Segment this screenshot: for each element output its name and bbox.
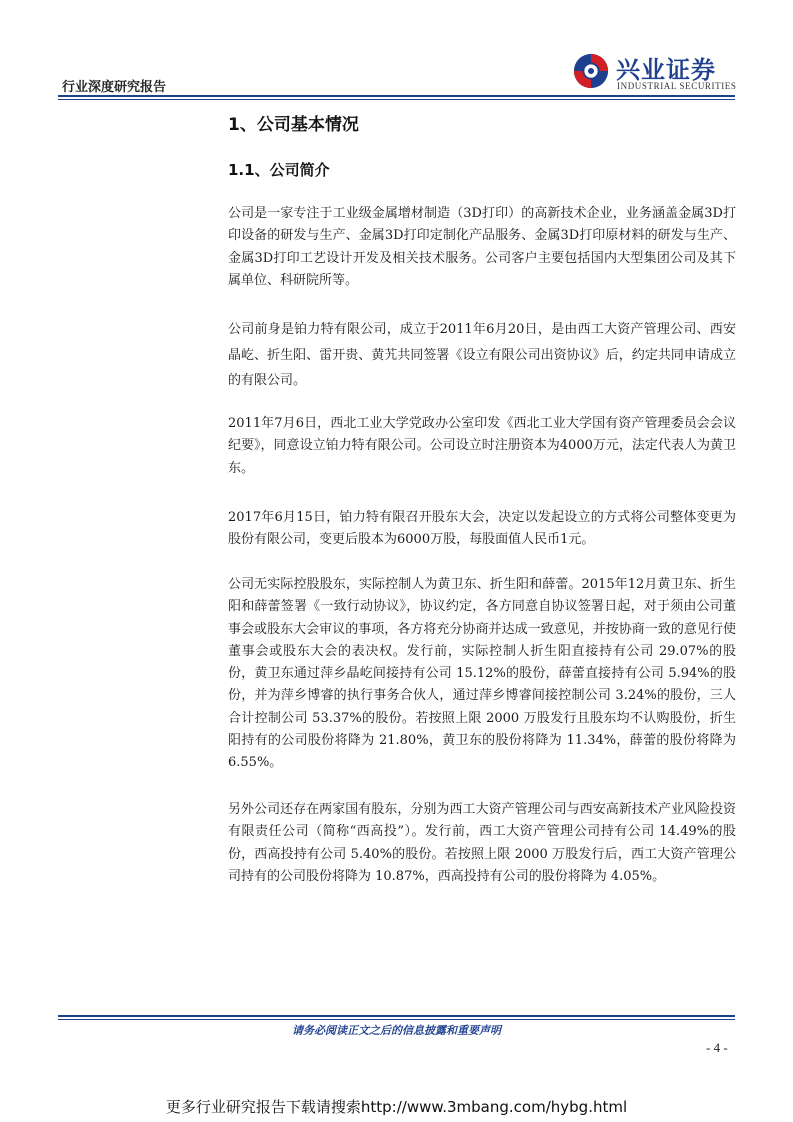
paragraph-controllers: 公司无实际控股股东，实际控制人为黄卫东、折生阳和薛蕾。2015年12月黄卫东、折生阳和薛蕾签署《一致行动协议》，协议约定，各方同意自协议签署日起，对于须由公司董事会或股东大会审议的事项，各方将充分协商并达成一致意见，并按协商一致的意见行使董事会或股东大会的表决权。发行前，实际控制人折生阳直接持有公司 29.07%的股份，黄卫东通过萍乡晶屹间接持有公司 15.12%的股份，薛蕾直接持有公司 5.94%的股份，并为萍乡博睿的执行事务合伙人，通过萍乡博睿间接控制公司 3.24%的股份，三人合计控制公司 53.37%的股份。若按照上限 2000 万股发行且股东均不认购股份，折生阳持有的公司股份将降为 21.80%，黄卫东的股份将降为 11.34%，薛蕾的股份将降为 6.55%。	[228, 577, 736, 771]
company-logo	[572, 50, 737, 96]
paragraph-predecessor: 公司前身是铂力特有限公司，成立于2011年6月20日，是由西工大资产管理公司、西安晶屹、折生阳、雷开贵、黄艽共同签署《设立有限公司出资协议》后，约定共同申请成立的有限公司。	[228, 322, 736, 388]
logo-english-name: INDUSTRIAL SECURITIES	[617, 81, 737, 91]
paragraph-establishment: 2011年7月6日，西北工业大学党政办公室印发《西北工业大学国有资产管理委员会会议纪要》，同意设立铂力特有限公司。公司设立时注册资本为4000万元，法定代表人为黄卫东。	[228, 416, 736, 476]
footer-divider	[58, 1015, 735, 1017]
logo-chinese-name: 兴业证券	[616, 56, 716, 84]
paragraph-company-overview: 公司是一家专注于工业级金属增材制造（3D打印）的高新技术企业，业务涵盖金属3D打印设备的研发与生产、金属3D打印定制化产品服务、金属3D打印原材料的研发与生产、金属3D打印工艺设计开发及相关技术服务。公司客户主要包括国内大型集团公司及其下属单位、科研院所等。	[228, 206, 736, 288]
download-notice-link[interactable]: 更多行业研究报告下载请搜索http://www.3mbang.com/hybg.html	[165, 1098, 628, 1116]
paragraph-state-shareholders: 另外公司还存在两家国有股东，分别为西工大资产管理公司与西安高新技术产业风险投资有限责任公司（简称“西高投”）。发行前，西工大资产管理公司持有公司 14.49%的股份，西高投持有公司 5.40%的股份。若按照上限 2000 万股发行后，西工大资产管理公司持有的公司股份将降为 10.87%，西高投持有公司的股份将降为 4.05%。	[228, 802, 736, 884]
header-divider	[58, 95, 735, 97]
page-number: - 4 -	[706, 1040, 728, 1055]
report-type-label: 行业深度研究报告	[62, 80, 167, 95]
subsection-heading: 1.1、公司简介	[228, 161, 330, 179]
footer-divider-thin	[58, 1019, 735, 1020]
paragraph-restructuring: 2017年6月15日，铂力特有限召开股东大会，决定以发起设立的方式将公司整体变更为股份有限公司，变更后股本为6000万股，每股面值人民币1元。	[228, 510, 736, 548]
logo-emblem-icon	[572, 52, 610, 90]
section-heading: 1、公司基本情况	[228, 115, 359, 135]
disclaimer-text: 请务必阅读正文之后的信息披露和重要声明	[292, 1024, 501, 1037]
header-divider-thin	[58, 99, 735, 100]
